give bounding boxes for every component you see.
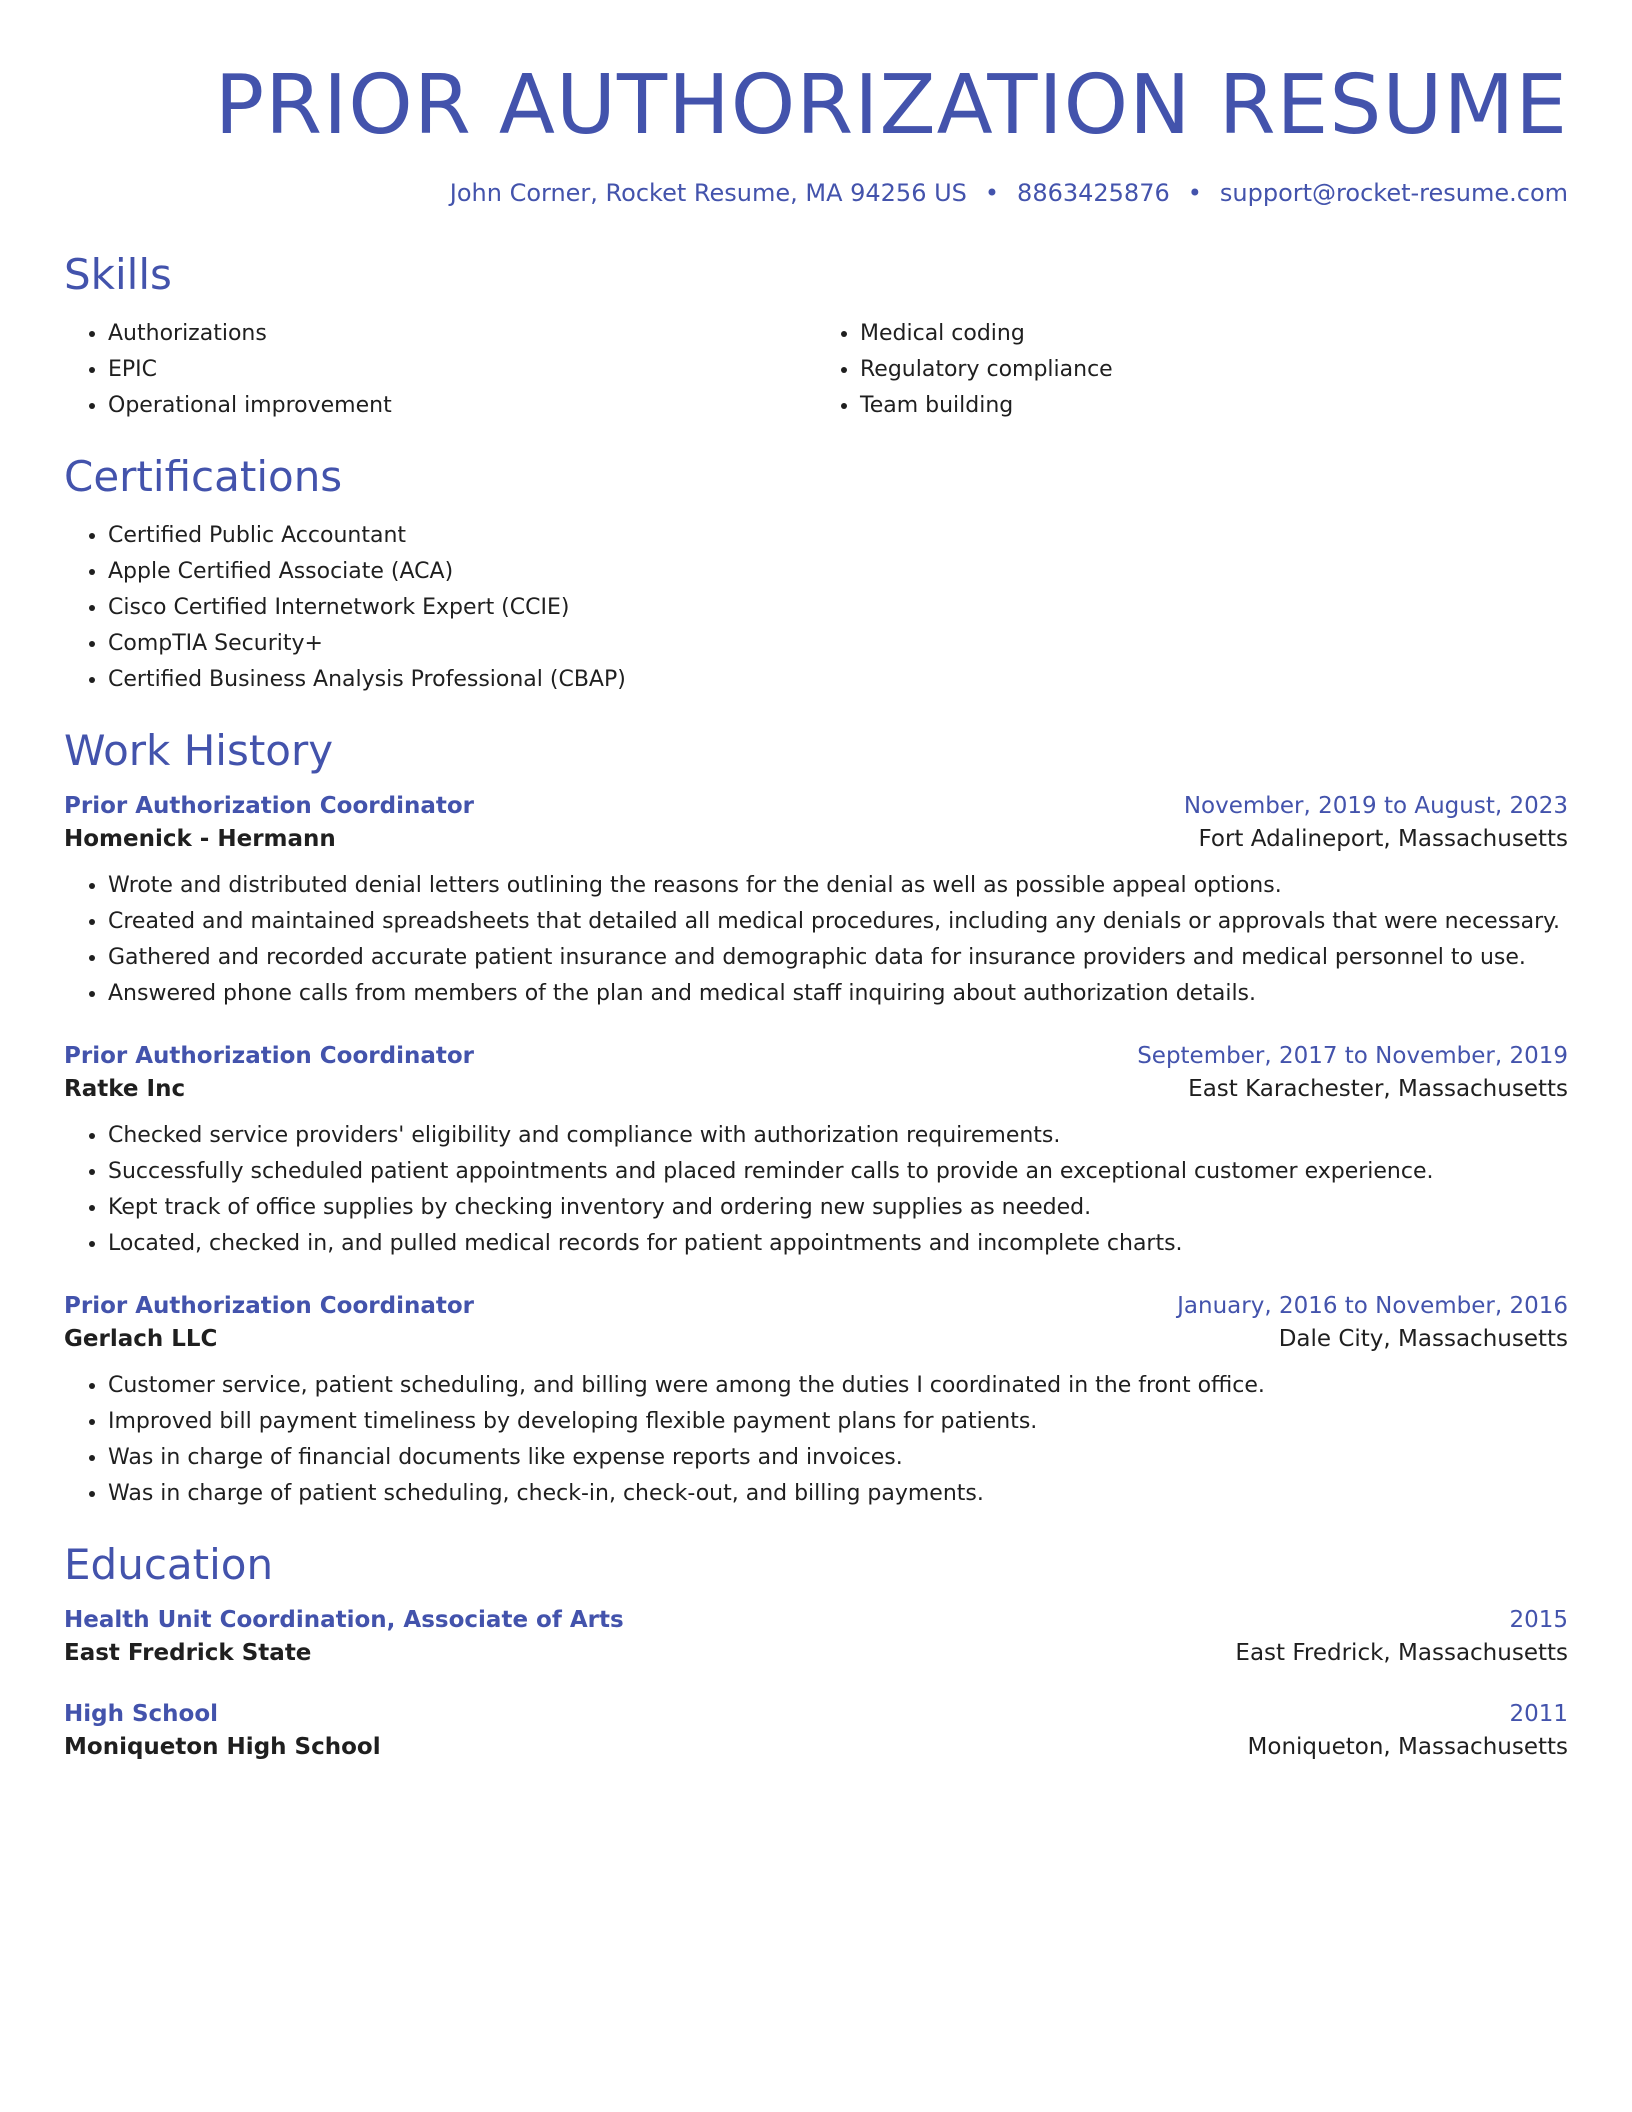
skill-item: • Operational improvement bbox=[108, 388, 816, 424]
certification-item: • Certified Public Accountant bbox=[108, 518, 1568, 554]
job-bullet: • Kept track of office supplies by checking inventory and ordering new supplies as needed. bbox=[108, 1190, 1568, 1226]
job-location: East Karachester, Massachusetts bbox=[1188, 1076, 1568, 1102]
education-degree: Health Unit Coordination, Associate of Arts bbox=[64, 1607, 624, 1633]
skills-section bbox=[64, 250, 1568, 424]
skill-item: • EPIC bbox=[108, 352, 816, 388]
certifications-section bbox=[64, 452, 1568, 698]
job-bullet: • Customer service, patient scheduling, and billing were among the duties I coordinated in the front office. bbox=[108, 1368, 1568, 1404]
education-year: 2011 bbox=[1509, 1701, 1568, 1727]
education-location: East Fredrick, Massachusetts bbox=[1235, 1640, 1568, 1666]
certification-item: • CompTIA Security+ bbox=[108, 626, 1568, 662]
job-bullet: • Successfully scheduled patient appointments and placed reminder calls to provide an exceptional customer experience. bbox=[108, 1154, 1568, 1190]
work-history-heading: Work History bbox=[64, 726, 334, 775]
education-entry bbox=[64, 1604, 1568, 1670]
job-dates: September, 2017 to November, 2019 bbox=[1137, 1043, 1568, 1069]
job-location: Dale City, Massachusetts bbox=[1278, 1326, 1568, 1352]
job-bullet: • Was in charge of patient scheduling, check-in, check-out, and billing payments. bbox=[108, 1476, 1568, 1512]
job-bullet: • Was in charge of financial documents like expense reports and invoices. bbox=[108, 1440, 1568, 1476]
skills-list-right bbox=[816, 316, 1568, 424]
contact-address: John Corner, Rocket Resume, MA 94256 US bbox=[449, 179, 967, 207]
skill-item: • Team building bbox=[860, 388, 1568, 424]
certification-item: • Apple Certified Associate (ACA) bbox=[108, 554, 1568, 590]
job-dates: November, 2019 to August, 2023 bbox=[1183, 793, 1568, 819]
skill-item: • Regulatory compliance bbox=[860, 352, 1568, 388]
skills-list-left bbox=[64, 316, 816, 424]
education-location: Moniqueton, Massachusetts bbox=[1247, 1734, 1568, 1760]
education-school: Moniqueton High School bbox=[64, 1734, 381, 1760]
work-history-section bbox=[64, 726, 1568, 1512]
certifications-list bbox=[64, 518, 1568, 698]
job-location: Fort Adalineport, Massachusetts bbox=[1198, 826, 1568, 852]
job-entry bbox=[64, 790, 1568, 1012]
education-year: 2015 bbox=[1509, 1607, 1568, 1633]
skill-item: • Medical coding bbox=[860, 316, 1568, 352]
education-section bbox=[64, 1540, 1568, 1764]
job-dates: January, 2016 to November, 2016 bbox=[1177, 1293, 1568, 1319]
contact-separator: • bbox=[984, 179, 1000, 207]
job-bullets bbox=[64, 1118, 1568, 1262]
job-title: Prior Authorization Coordinator bbox=[64, 1043, 474, 1069]
education-degree: High School bbox=[64, 1701, 219, 1727]
job-company: Gerlach LLC bbox=[64, 1326, 218, 1352]
job-title: Prior Authorization Coordinator bbox=[64, 1293, 474, 1319]
contact-line bbox=[64, 178, 1568, 208]
contact-separator: • bbox=[1187, 179, 1202, 207]
skills-grid bbox=[64, 316, 1568, 424]
job-bullet: • Wrote and distributed denial letters outlining the reasons for the denial as well as possible appeal options. bbox=[108, 868, 1568, 904]
job-company: Ratke Inc bbox=[64, 1076, 186, 1102]
certifications-heading: Certifications bbox=[64, 452, 343, 501]
certification-item: • Certified Business Analysis Professional (CBAP) bbox=[108, 662, 1568, 698]
job-bullet: • Located, checked in, and pulled medical records for patient appointments and incomplete charts. bbox=[108, 1226, 1568, 1262]
education-heading: Education bbox=[64, 1540, 274, 1589]
job-bullet: • Created and maintained spreadsheets that detailed all medical procedures, including any denials or approvals that were necessary. bbox=[108, 904, 1568, 940]
contact-email: support@rocket-resume.com bbox=[1219, 179, 1568, 207]
job-bullets bbox=[64, 1368, 1568, 1512]
job-bullets bbox=[64, 868, 1568, 1012]
job-bullet: • Improved bill payment timeliness by developing flexible payment plans for patients. bbox=[108, 1404, 1568, 1440]
page-title: PRIOR AUTHORIZATION RESUME bbox=[214, 58, 1568, 153]
job-title: Prior Authorization Coordinator bbox=[64, 793, 474, 819]
job-entry bbox=[64, 1290, 1568, 1512]
job-bullet: • Checked service providers' eligibility and compliance with authorization requirements. bbox=[108, 1118, 1568, 1154]
contact-phone: 8863425876 bbox=[1017, 179, 1170, 207]
job-entry bbox=[64, 1040, 1568, 1262]
certification-item: • Cisco Certified Internetwork Expert (CCIE) bbox=[108, 590, 1568, 626]
skill-item: • Authorizations bbox=[108, 316, 816, 352]
education-school: East Fredrick State bbox=[64, 1640, 312, 1666]
job-bullet: • Gathered and recorded accurate patient insurance and demographic data for insurance providers and medical personnel to use. bbox=[108, 940, 1568, 976]
education-entry bbox=[64, 1698, 1568, 1764]
job-bullet: • Answered phone calls from members of the plan and medical staff inquiring about authorization details. bbox=[108, 976, 1568, 1012]
skills-heading: Skills bbox=[64, 250, 172, 299]
job-company: Homenick - Hermann bbox=[64, 826, 336, 852]
